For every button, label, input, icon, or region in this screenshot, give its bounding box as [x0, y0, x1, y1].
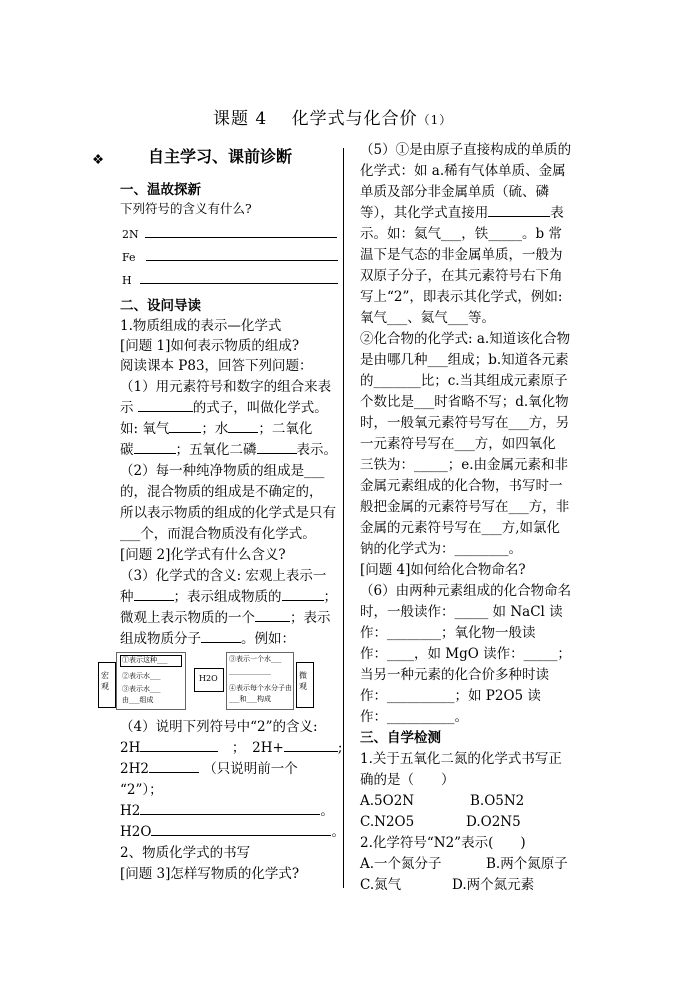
right-line-22: （6）由两种元素组成的化合物命名 — [360, 583, 572, 599]
right-line-1: （5）①是由原子直接构成的单质的 — [360, 142, 572, 158]
right-line-4: 等），其化学式直接用 表 — [360, 205, 564, 221]
q1-option-b: B.O5N2 — [470, 793, 525, 809]
right-line-9: 氧气___、氦气___等。 — [360, 310, 495, 326]
left-line-15: 微观上表示物质的一个 ；表示 — [120, 610, 331, 626]
question-2: 2.化学符号“N2”表示( ) — [360, 835, 526, 851]
q2-option-b: B.两个氮原子 — [486, 856, 568, 872]
section-marker: ❖ — [92, 152, 105, 168]
q2-option-a: A.一个氮分子 — [360, 856, 442, 872]
q1-option-d: D.O2N5 — [466, 814, 521, 830]
right-line-11: 是由哪几种___组成；b.知道各元素 — [360, 352, 569, 368]
left-line-18: 2H ； 2H+ ; — [120, 740, 343, 756]
right-line-15: 一元素符号写在___方，如四氧化 — [360, 436, 556, 452]
q1-option-c: C.N2O5 — [360, 814, 415, 830]
left-line-22: H2O 。 — [120, 824, 345, 840]
left-line-7: 碳 ；五氧化二磷 表示。 — [120, 442, 337, 458]
question-1-line-a: 1.关于五氧化二氮的化学式书写正 — [360, 751, 562, 767]
diagram-lt2: ②表示水___ — [122, 672, 161, 680]
h2o-meaning-diagram — [98, 650, 338, 712]
right-line-18: 般把金属的元素符号写在___方，非 — [360, 499, 570, 515]
right-line-14: 时，一般氧元素符号写在___方，另 — [360, 415, 570, 431]
diagram-center-formula: H2O — [199, 674, 218, 683]
diagram-macro-label: 宏观 — [101, 671, 109, 691]
right-line-27: 作：__________；如 P2O5 读 — [360, 688, 541, 704]
right-line-23: 时，一般读作：_____ 如 NaCl 读 — [360, 604, 563, 620]
left-line-24: [问题 3]怎样写物质的化学式? — [120, 866, 300, 882]
right-line-5: 示。如：氦气___，铁_____。b 常 — [360, 226, 562, 242]
left-line-19: 2H2 （只说明前一个 — [120, 761, 298, 777]
q1-option-a: A.5O2N — [360, 793, 415, 809]
right-line-24: 作：________；氧化物一般读 — [360, 625, 536, 641]
left-line-6: 如: 氧气 ；水 ；二氧化 — [120, 421, 313, 437]
left-line-3: 阅读课本 P83，回答下列问题： — [120, 358, 313, 374]
left-line-9: 的，混合物质的组成是不确定的， — [120, 484, 323, 500]
left-line-2: [问题 1]如何表示物质的组成? — [120, 338, 300, 354]
right-line-3: 单质及部分非金属单质（硫、磷 — [360, 184, 549, 200]
left-line-1: 1.物质组成的表示—化学式 — [120, 318, 282, 334]
symbol-2n: 2N — [122, 225, 337, 246]
left-line-20: “2”）； — [120, 782, 163, 798]
diagram-lt1: ①表示这种___ — [122, 656, 168, 664]
diagram-lb2: 由___组成 — [122, 696, 154, 704]
right-line-12: 的_______比；c.当其组成元素原子 — [360, 373, 568, 389]
left-line-5: 示 的式子，叫做化学式。 — [120, 400, 328, 416]
diagram-rt1: ③表示一个水___ — [229, 655, 282, 663]
symbol-fe: Fe — [122, 248, 338, 269]
right-line-28: 作：__________。 — [360, 709, 468, 725]
left-line-16: 组成物质分子 。例如： — [120, 631, 295, 647]
right-line-25: 作：____，如 MgO 读作：_____； — [360, 646, 571, 662]
diagram-rb2: ___和___构成 — [229, 695, 271, 703]
left-line-11: ___个，而混合物质没有化学式。 — [120, 526, 316, 542]
q2-option-c: C.氮气 — [360, 877, 402, 893]
s3-title: 三、自学检测 — [360, 730, 441, 746]
left-line-14: 种 ；表示组成物质的 ； — [120, 589, 337, 605]
column-divider — [343, 148, 344, 888]
right-line-20: 钠的化学式为：________。 — [360, 541, 522, 557]
question-1-line-b: 确的是（ ） — [360, 772, 455, 788]
q2-option-d: D.两个氮元素 — [452, 877, 535, 893]
s1-title: 一、温故探新 — [120, 182, 201, 198]
right-line-19: 金属的元素符号写在___方,如氯化 — [360, 520, 561, 536]
right-line-10: ②化合物的化学式: a.知道该化合物 — [360, 331, 571, 347]
right-line-13: 个数比是___时省略不写；d.氧化物 — [360, 394, 569, 410]
section-heading: 自主学习、课前诊断 — [148, 147, 293, 166]
left-line-12: [问题 2]化学式有什么含义? — [120, 547, 286, 563]
s1-question: 下列符号的含义有什么? — [120, 201, 252, 216]
right-line-26: 当另一种元素的化合价多种时读 — [360, 667, 549, 683]
s2-title: 二、设问导读 — [120, 298, 201, 314]
diagram-rb1: ④表示每个水分子由 — [229, 684, 292, 692]
right-line-2: 化学式：如 a.稀有气体单质、金属 — [360, 163, 566, 179]
diagram-lb1: ③表示水___ — [122, 685, 161, 693]
right-line-8: 写上“2”，即表示其化学式，例如: — [360, 289, 563, 305]
diagram-rt2: ____________ — [229, 667, 271, 675]
symbol-h: H — [122, 271, 338, 292]
left-line-8: （2）每一种纯净物质的组成是___ — [120, 463, 325, 479]
right-line-16: 三铁为：_____；e.由金属元素和非 — [360, 457, 569, 473]
right-line-6: 温下是气态的非金属单质，一般为 — [360, 247, 563, 263]
left-line-13: （3）化学式的含义: 宏观上表示一 — [120, 568, 327, 584]
left-line-10: 所以表示物质的组成的化学式是只有 — [120, 505, 336, 521]
left-line-23: 2、物质化学式的书写 — [120, 845, 251, 861]
left-line-21: H2 。 — [120, 803, 334, 819]
page-title: 课题 4 化学式与化合价（1） — [213, 109, 453, 129]
left-line-4: （1）用元素符号和数字的组合来表 — [120, 379, 332, 395]
right-line-21: [问题 4]如何给化合物命名? — [360, 562, 526, 578]
right-line-17: 金属元素组成的化合物，书写时一 — [360, 478, 563, 494]
left-line-17: （4）说明下列符号中“2”的含义: — [120, 719, 318, 735]
right-line-7: 双原子分子，在其元素符号右下角 — [360, 268, 563, 284]
diagram-micro-label: 微观 — [299, 671, 307, 691]
